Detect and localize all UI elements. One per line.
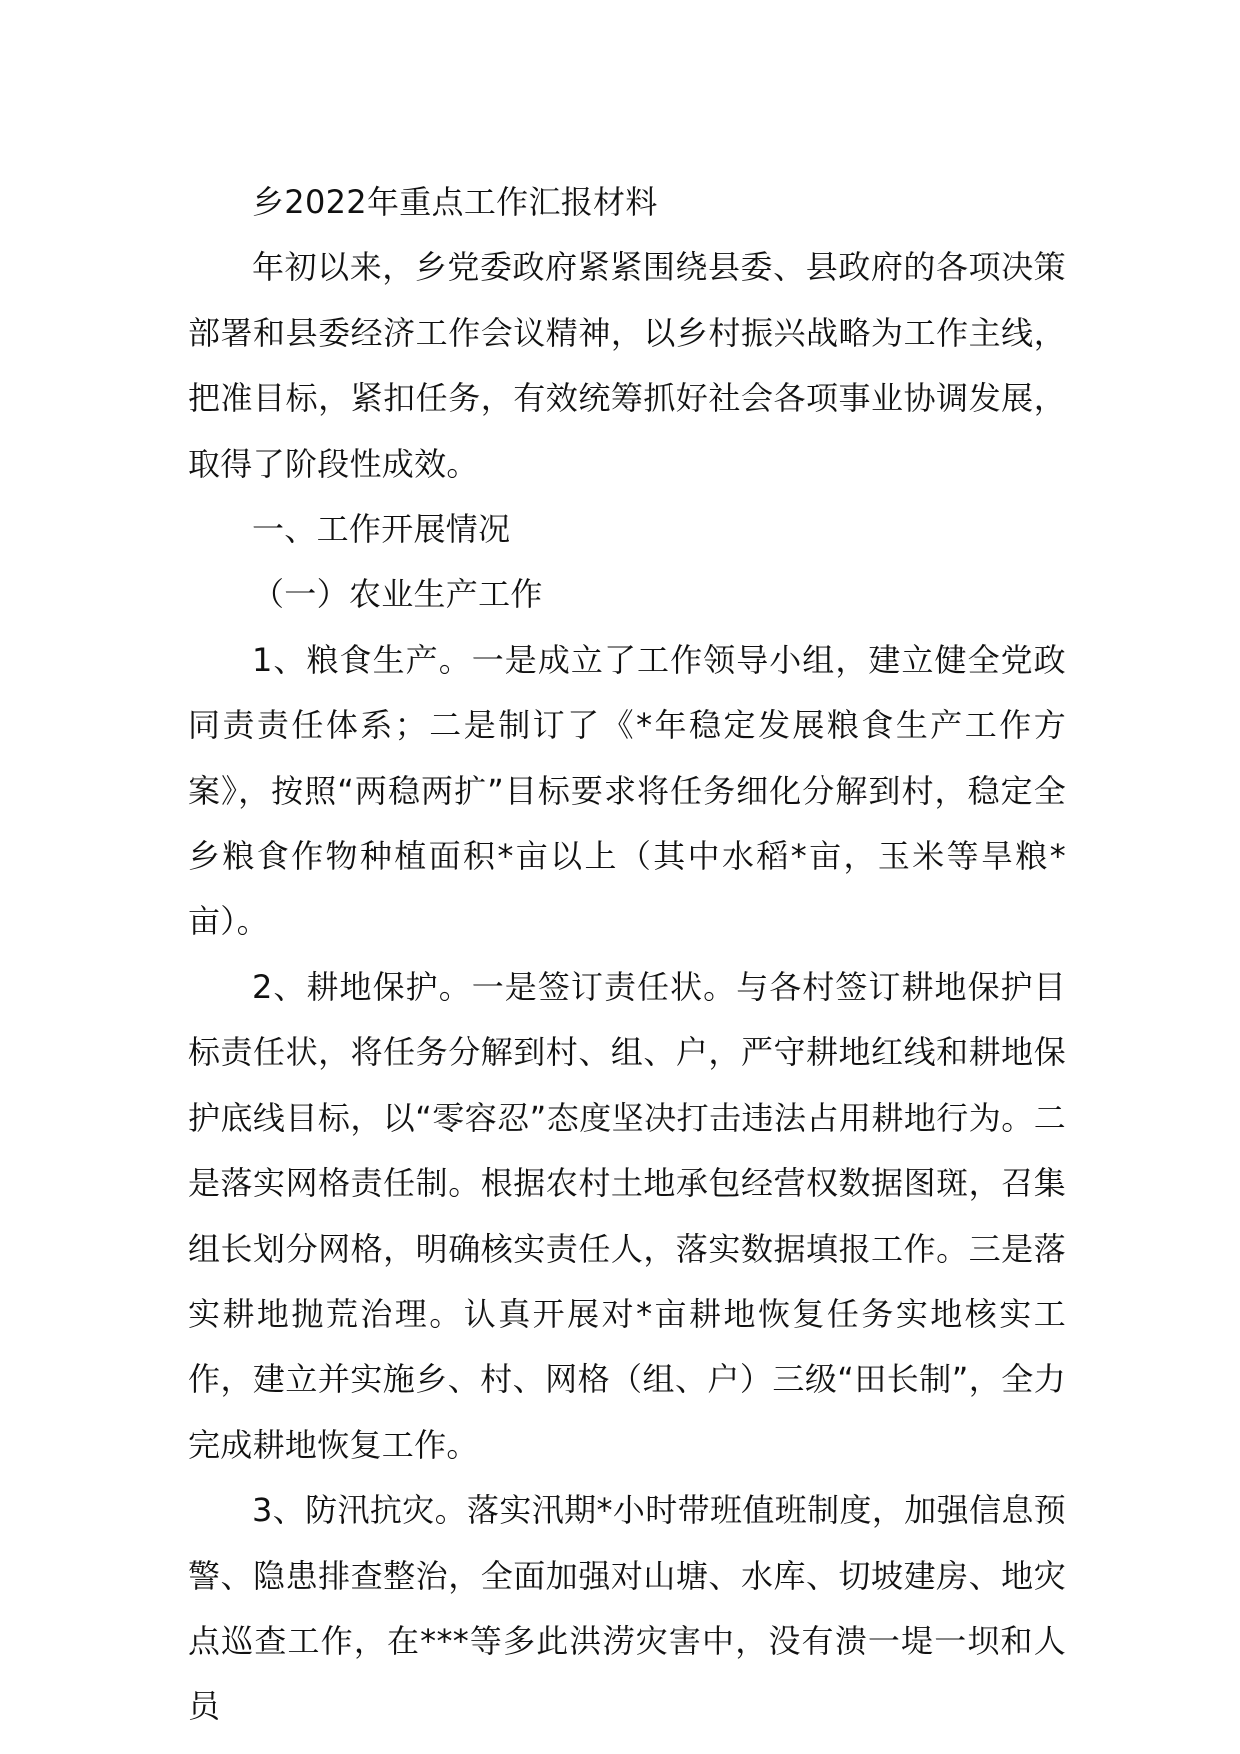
paragraph-farmland-protection: 2、耕地保护。一是签订责任状。与各村签订耕地保护目标责任状，将任务分解到村、组、户，严守耕地红线和耕地保护底线目标，以“零容忍”态度坚决打击违法占用耕地行为。二是落实网格责任制。根据农村土地承包经营权数据图斑，召集组长划分网格，明确核实责任人，落实数据填报工作。三是落实耕地抛荒治理。认真开展对*亩耕地恢复任务实地核实工作，建立并实施乡、村、网格（组、户）三级“田长制”，全力完成耕地恢复工作。 <box>188 967 1066 1464</box>
paragraph-grain-production: 1、粮食生产。一是成立了工作领导小组，建立健全党政同责责任体系；二是制订了《*年稳定发展粮食生产工作方案》，按照“两稳两扩”目标要求将任务细化分解到村，稳定全乡粮食作物种植面积*亩以上（其中水稻*亩，玉米等旱粮*亩）。 <box>188 640 1066 941</box>
section-heading-work-status: 一、工作开展情况 <box>252 510 511 549</box>
document-title: 乡2022年重点工作汇报材料 <box>252 183 658 221</box>
paragraph-flood-prevention: 3、防汛抗灾。落实汛期*小时带班值班制度，加强信息预警、隐患排查整治，全面加强对山塘、水库、切坡建房、地灾点巡查工作，在***等多此洪涝灾害中，没有溃一堤一坝和人员 <box>188 1491 1066 1726</box>
document-body <box>188 170 1066 1740</box>
paragraph-intro: 年初以来，乡党委政府紧紧围绕县委、县政府的各项决策部署和县委经济工作会议精神，以乡村振兴战略为工作主线，把准目标，紧扣任务，有效统筹抓好社会各项事业协调发展，取得了阶段性成效。 <box>188 248 1066 483</box>
subsection-heading-agriculture: （一）农业生产工作 <box>252 575 543 614</box>
